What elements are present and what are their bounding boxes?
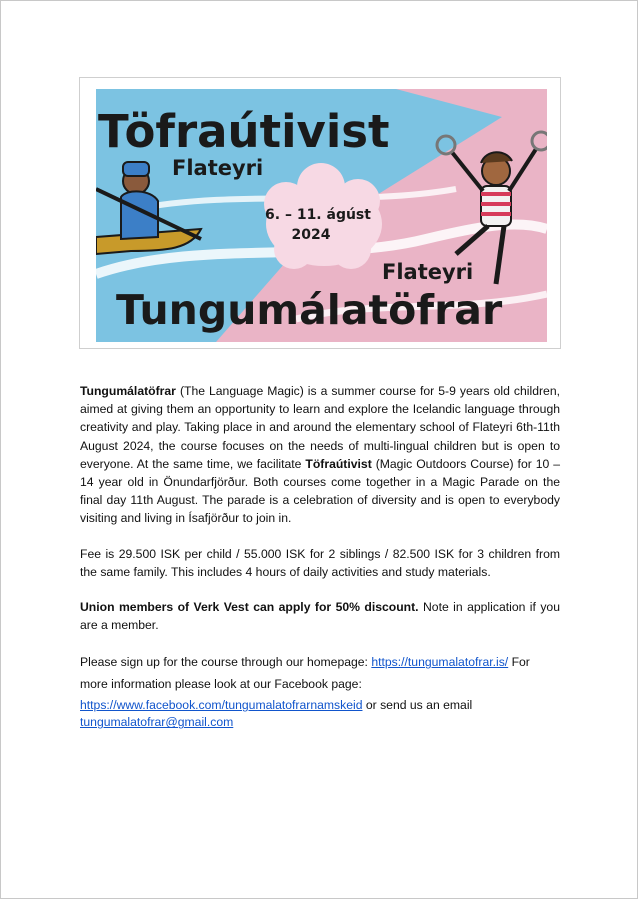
signup-text-b: For more information please look at our Facebook page:	[80, 655, 530, 692]
contact-text: or send us an email	[362, 698, 473, 713]
signup-text-a: Please sign up for the course through our homepage:	[80, 655, 372, 670]
banner-date-line1: 6. – 11. ágúst	[265, 207, 371, 223]
paddler-hat	[123, 162, 149, 176]
banner-subtitle-top: Flateyri	[172, 156, 264, 180]
signup-paragraph	[80, 651, 560, 695]
union-text: Note in application if you are a member.	[80, 600, 560, 633]
body-text	[80, 382, 560, 748]
banner-date-line2: 2024	[291, 227, 331, 243]
union-paragraph	[80, 598, 560, 634]
intro-lead-bold: Tungumálatöfrar	[80, 384, 176, 398]
banner-image	[96, 89, 547, 342]
homepage-link[interactable]: https://tungumalatofrar.is/	[371, 655, 509, 670]
intro-mid-bold: Töfraútivist	[305, 456, 372, 471]
intro-text-a: (The Language Magic) is a summer course for 5-9 years old children, aimed at giving them an opportunity to learn and explore the Icelandic language through creativity and play. Taking place in and around the elementary school of Flateyri 6th-11th August 2024, the course focuses on the needs of multi-lingual children but is open to everyone. At the same time, we facilitate	[80, 384, 560, 471]
banner-title-top: Töfraútivist	[98, 105, 390, 158]
banner-frame	[79, 77, 561, 349]
banner-subtitle-bottom: Flateyri	[382, 260, 474, 284]
fee-paragraph: Fee is 29.500 ISK per child / 55.000 ISK for 2 siblings / 82.500 ISK for 3 children from the same family. This includes 4 hours of daily activities and study materials.	[80, 546, 560, 579]
email-link[interactable]: tungumalatofrar@gmail.com	[80, 715, 234, 730]
facebook-link[interactable]: https://www.facebook.com/tungumalatofrarnamskeid	[80, 698, 363, 713]
intro-paragraph	[80, 382, 560, 528]
contact-paragraph	[80, 697, 560, 731]
banner-title-bottom: Tungumálatöfrar	[116, 286, 503, 334]
union-bold: Union members of Verk Vest can apply for 50% discount.	[80, 600, 419, 615]
intro-text-b: (Magic Outdoors Course) for 10 – 14 year old in Önundarfjörður. Both courses come together in a Magic Parade on the final day 11th August. The parade is a celebration of diversity and is open to everybody visiting and living in Ísafjörður to join in.	[80, 456, 560, 526]
